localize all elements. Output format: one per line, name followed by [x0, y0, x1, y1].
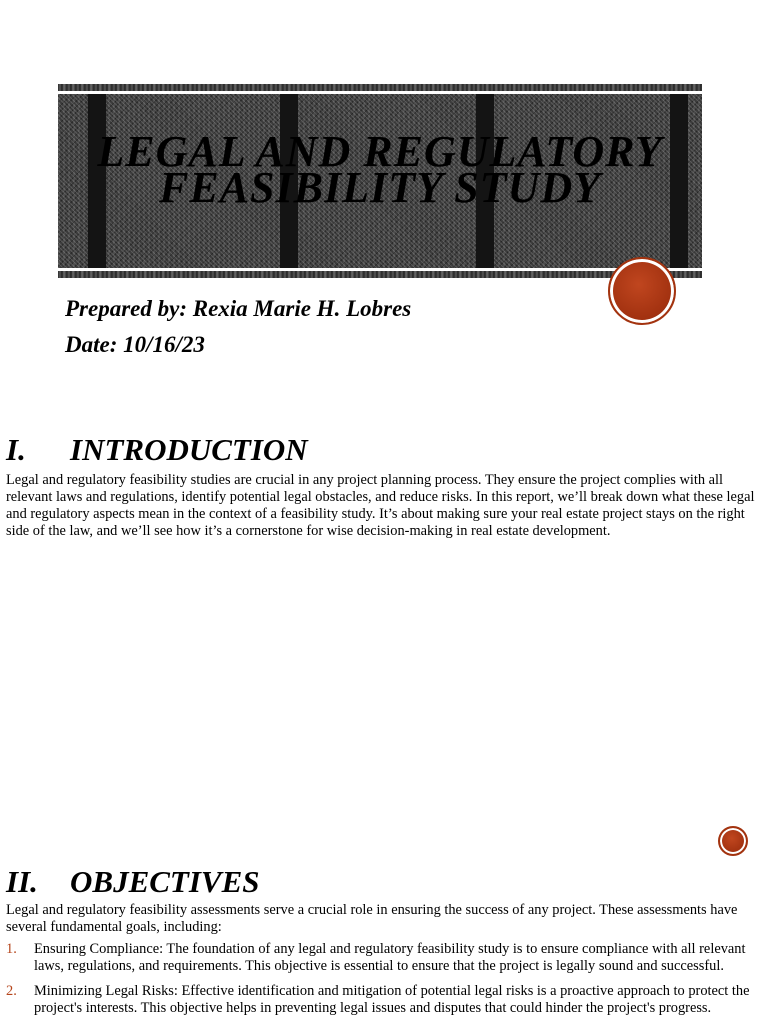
document-title-line-1: LEGAL AND REGULATORY — [97, 127, 663, 176]
list-marker: 1. — [6, 941, 17, 957]
introduction-paragraph: Legal and regulatory feasibility studies are crucial in any project planning process. They ensure the project complies with all relevant laws and regulations, identify potential legal obstacles, and reduce risks. In this report, we’ll break down what these legal and regulatory aspects mean in the context of a feasibility study. It’s about making sure your real estate project stays on the right side of the law, and we’ll see how it’s a cornerstone for wise decision-making in real estate development. — [6, 472, 755, 539]
section-title: OBJECTIVES — [70, 864, 260, 899]
section-number: II. — [6, 864, 38, 899]
list-item — [6, 983, 756, 1017]
list-item-text: Ensuring Compliance: The foundation of any legal and regulatory feasibility study is to ensure compliance with all relevant laws, regulations, and requirements. This objective is essential to ensure that the project is legally sound and successful. — [34, 941, 746, 974]
decorative-circle-icon — [608, 257, 676, 325]
document-date: Date: 10/16/23 — [65, 332, 205, 357]
section-title: INTRODUCTION — [70, 432, 308, 467]
introduction-heading — [6, 433, 308, 467]
title-banner — [58, 84, 702, 278]
section-number: I. — [6, 432, 26, 467]
objectives-list — [6, 941, 756, 1025]
document-title — [58, 127, 702, 212]
banner-texture — [58, 94, 702, 268]
prepared-by: Prepared by: Rexia Marie H. Lobres — [65, 296, 412, 321]
objectives-intro-paragraph: Legal and regulatory feasibility assessments serve a crucial role in ensuring the success of any project. These assessments have several fundamental goals, including: — [6, 902, 738, 935]
objectives-heading — [6, 865, 260, 899]
list-marker: 2. — [6, 983, 17, 999]
list-item — [6, 941, 756, 975]
decorative-circle-icon — [718, 826, 748, 856]
banner-top-edge — [58, 84, 702, 91]
banner-bottom-edge — [58, 271, 702, 278]
document-title-line-2: FEASIBILITY STUDY — [158, 163, 601, 212]
list-item-text: Minimizing Legal Risks: Effective identification and mitigation of potential legal risks is a proactive approach to protect the project's interests. This objective helps in preventing legal issues and disputes that could hinder the project's progress. — [34, 983, 750, 1016]
